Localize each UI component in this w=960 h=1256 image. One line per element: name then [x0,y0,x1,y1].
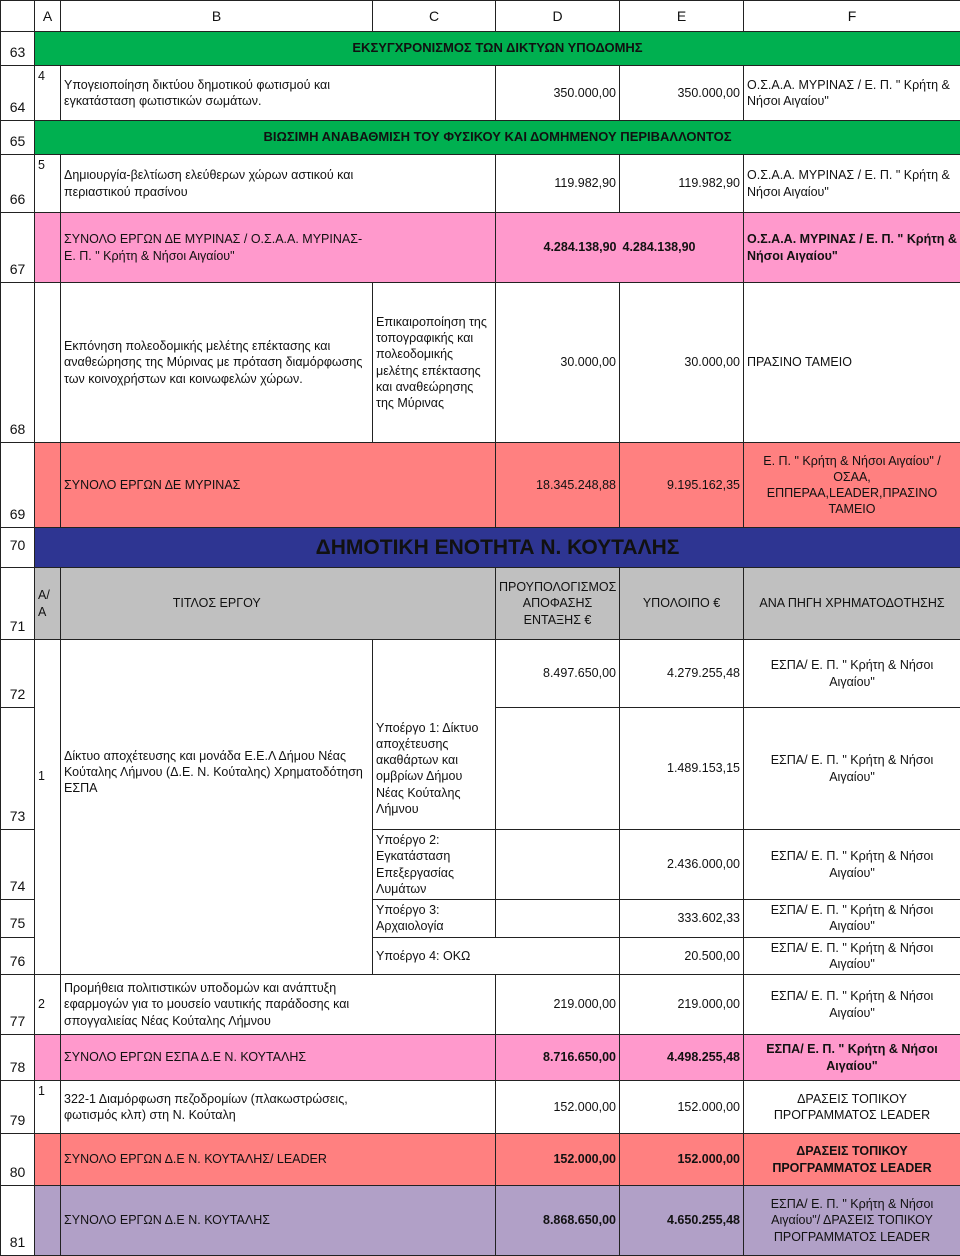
row-header-80[interactable]: 80 [1,1134,35,1186]
row-65 [1,121,960,155]
cell-a64[interactable]: 4 [35,66,61,121]
column-header-c[interactable]: C [373,1,496,32]
row-header-76[interactable]: 76 [1,937,35,975]
cell-c67[interactable] [373,213,496,283]
cell-d72[interactable]: 8.497.650,00 [496,640,620,708]
cell-b81[interactable]: ΣΥΝΟΛΟ ΕΡΓΩΝ Δ.Ε Ν. ΚΟΥΤΑΛΗΣ [61,1186,373,1256]
row-header-65[interactable]: 65 [1,121,35,155]
cell-d68[interactable]: 30.000,00 [496,283,620,443]
row-79 [1,1081,960,1134]
cell-d80[interactable]: 152.000,00 [496,1134,620,1186]
cell-e77[interactable]: 219.000,00 [620,975,744,1035]
cell-b73[interactable]: Δίκτυο αποχέτευσης και μονάδα Ε.Ε.Λ Δήμου Νέας Κούταλης Λήμνου (Δ.Ε. Ν. Κούταλης) Χρηματοδότηση ΕΣΠΑ [61,708,373,830]
cell-f76[interactable]: ΕΣΠΑ/ Ε. Π. " Κρήτη & Νήσοι Αιγαίου" [744,937,960,975]
cell-c68[interactable]: Επικαιροποίηση της τοπογραφικής και πολεοδομικής μελέτης επέκτασης και αναθεώρησης της Μύρινας [373,283,496,443]
row-75 [1,900,960,938]
row-header-75[interactable]: 75 [1,900,35,938]
column-header-row [1,1,960,32]
row-81 [1,1186,960,1256]
cell-c72[interactable] [373,640,496,708]
cell-f67[interactable]: Ο.Σ.Α.Α. ΜΥΡΙΝΑΣ / Ε. Π. " Κρήτη & Νήσοι Αιγαίου" [744,213,960,283]
cell-d64[interactable]: 350.000,00 [496,66,620,121]
row-header-81[interactable]: 81 [1,1186,35,1256]
cell-f78[interactable]: ΕΣΠΑ/ Ε. Π. " Κρήτη & Νήσοι Αιγαίου" [744,1035,960,1081]
row-76 [1,937,960,975]
cell-f73[interactable]: ΕΣΠΑ/ Ε. Π. " Κρήτη & Νήσοι Αιγαίου" [744,708,960,830]
row-header-68[interactable]: 68 [1,283,35,443]
cell-a74[interactable] [35,830,61,900]
row-header-79[interactable]: 79 [1,1081,35,1134]
cell-f69[interactable]: Ε. Π. " Κρήτη & Νήσοι Αιγαίου" / ΟΣΑΑ, ΕΠΠΕΡΑΑ,LEADER,ΠΡΑΣΙΝΟ ΤΑΜΕΙΟ [744,443,960,528]
cell-f75[interactable]: ΕΣΠΑ/ Ε. Π. " Κρήτη & Νήσοι Αιγαίου" [744,900,960,938]
section-banner-infrastructure[interactable]: ΕΚΣΥΓΧΡΟΝΙΣΜΟΣ ΤΩΝ ΔΙΚΤΥΩΝ ΥΠΟΔΟΜΗΣ [35,32,960,66]
cell-c80[interactable] [373,1134,496,1186]
column-header-b[interactable]: B [61,1,373,32]
cell-d77[interactable]: 219.000,00 [496,975,620,1035]
cell-e69[interactable]: 9.195.162,35 [620,443,744,528]
row-64 [1,66,960,121]
cell-e64[interactable]: 350.000,00 [620,66,744,121]
cell-d71[interactable]: ΠΡΟΥΠΟΛΟΓΙΣΜΟΣ ΑΠΟΦΑΣΗΣ ΕΝΤΑΞΗΣ € [496,568,620,640]
cell-e74[interactable]: 2.436.000,00 [620,830,744,900]
cell-e80[interactable]: 152.000,00 [620,1134,744,1186]
cell-c66[interactable] [373,155,496,213]
cell-a71[interactable]: Α/Α [35,568,61,640]
cell-e73[interactable]: 1.489.153,15 [620,708,744,830]
column-header-d[interactable]: D [496,1,620,32]
cell-a78[interactable] [35,1035,61,1081]
cell-a73[interactable]: 1 [35,708,61,830]
row-header-66[interactable]: 66 [1,155,35,213]
cell-b78[interactable]: ΣΥΝΟΛΟ ΕΡΓΩΝ ΕΣΠΑ Δ.Ε Ν. ΚΟΥΤΑΛΗΣ [61,1035,373,1081]
row-71 [1,568,960,640]
cell-d73[interactable] [496,708,620,830]
row-68 [1,283,960,443]
row-80 [1,1134,960,1186]
cell-a69[interactable] [35,443,61,528]
row-66 [1,155,960,213]
cell-d79[interactable]: 152.000,00 [496,1081,620,1134]
row-74 [1,830,960,900]
cell-f81[interactable]: ΕΣΠΑ/ Ε. Π. " Κρήτη & Νήσοι Αιγαίου"/ ΔΡΑΣΕΙΣ ΤΟΠΙΚΟΥ ΠΡΟΓΡΑΜΜΑΤΟΣ LEADER [744,1186,960,1256]
cell-b68[interactable]: Εκπόνηση πολεοδομικής μελέτης επέκτασης και αναθεώρησης της Μύρινας με πρόταση διαμόρφωσης των κοινοχρήστων και κοινωφελών χώρων. [61,283,373,443]
cell-a66[interactable]: 5 [35,155,61,213]
cell-f71[interactable]: ΑΝΑ ΠΗΓΗ ΧΡΗΜΑΤΟΔΟΤΗΣΗΣ [744,568,960,640]
cell-b79[interactable]: 322-1 Διαμόρφωση πεζοδρομίων (πλακωστρώσεις, φωτισμός κλπ) στη Ν. Κούταλη [61,1081,373,1134]
cell-f77[interactable]: ΕΣΠΑ/ Ε. Π. " Κρήτη & Νήσοι Αιγαίου" [744,975,960,1035]
cell-f79[interactable]: ΔΡΑΣΕΙΣ ΤΟΠΙΚΟΥ ΠΡΟΓΡΑΜΜΑΤΟΣ LEADER [744,1081,960,1134]
row-header-67[interactable]: 67 [1,213,35,283]
cell-b64[interactable]: Υπογειοποίηση δικτύου δημοτικού φωτισμού και εγκατάσταση φωτιστικών σωμάτων. [61,66,373,121]
cell-a76[interactable] [35,937,61,975]
cell-d78[interactable]: 8.716.650,00 [496,1035,620,1081]
cell-c79[interactable] [373,1081,496,1134]
cell-f72[interactable]: ΕΣΠΑ/ Ε. Π. " Κρήτη & Νήσοι Αιγαίου" [744,640,960,708]
cell-f68[interactable]: ΠΡΑΣΙΝΟ ΤΑΜΕΙΟ [744,283,960,443]
cell-e76[interactable]: 20.500,00 [620,937,744,975]
cell-a79[interactable]: 1 [35,1081,61,1134]
row-69 [1,443,960,528]
cell-a80[interactable] [35,1134,61,1186]
row-header-69[interactable]: 69 [1,443,35,528]
cell-a68[interactable] [35,283,61,443]
row-header-74[interactable]: 74 [1,830,35,900]
cell-e78[interactable]: 4.498.255,48 [620,1035,744,1081]
row-header-73[interactable]: 73 [1,708,35,830]
row-63 [1,32,960,66]
cell-d66[interactable]: 119.982,90 [496,155,620,213]
cell-e72[interactable]: 4.279.255,48 [620,640,744,708]
cell-d75[interactable] [496,900,620,938]
row-header-70[interactable]: 70 [1,528,35,568]
cell-d81[interactable]: 8.868.650,00 [496,1186,620,1256]
cell-f80[interactable]: ΔΡΑΣΕΙΣ ΤΟΠΙΚΟΥ ΠΡΟΓΡΑΜΜΑΤΟΣ LEADER [744,1134,960,1186]
row-header-63[interactable]: 63 [1,32,35,66]
cell-a81[interactable] [35,1186,61,1256]
cell-e66[interactable]: 119.982,90 [620,155,744,213]
cell-d69[interactable]: 18.345.248,88 [496,443,620,528]
row-67 [1,213,960,283]
cell-c74[interactable]: Υποέργο 2: Εγκατάσταση Επεξεργασίας Λυμάτων [373,830,496,900]
cell-b77[interactable]: Προμήθεια πολιτιστικών υποδομών και ανάπτυξη εφαρμογών για το μουσείο ναυτικής παράδοσης και σπογγαλιείας Νέας Κούταλης Λήμνου [61,975,373,1035]
cell-a75[interactable] [35,900,61,938]
cell-b66[interactable]: Δημιουργία-βελτίωση ελεύθερων χώρων αστικού και περιαστικού πρασίνου [61,155,373,213]
cell-e81[interactable]: 4.650.255,48 [620,1186,744,1256]
section-banner-environment[interactable]: ΒΙΩΣΙΜΗ ΑΝΑΒΑΘΜΙΣΗ ΤΟΥ ΦΥΣΙΚΟΥ ΚΑΙ ΔΟΜΗΜΕΝΟΥ ΠΕΡΙΒΑΛΛΟΝΤΟΣ [35,121,960,155]
cell-b72[interactable] [61,640,373,708]
cell-c64[interactable] [373,66,496,121]
district-title-koutalis[interactable]: ΔΗΜΟΤΙΚΗ ΕΝΟΤΗΤΑ Ν. ΚΟΥΤΑΛΗΣ [35,528,960,568]
cell-d74[interactable] [496,830,620,900]
cell-a67[interactable] [35,213,61,283]
cell-c76[interactable]: Υποέργο 4: ΟΚΩ [373,937,496,975]
column-header-e[interactable]: E [620,1,744,32]
cell-e68[interactable]: 30.000,00 [620,283,744,443]
select-all-corner[interactable] [1,1,35,32]
cell-e71[interactable]: ΥΠΟΛΟΙΠΟ € [620,568,744,640]
cell-f74[interactable]: ΕΣΠΑ/ Ε. Π. " Κρήτη & Νήσοι Αιγαίου" [744,830,960,900]
column-header-a[interactable]: A [35,1,61,32]
cell-c78[interactable] [373,1035,496,1081]
cell-b75[interactable] [61,900,373,938]
cell-b69[interactable]: ΣΥΝΟΛΟ ΕΡΓΩΝ ΔΕ ΜΥΡΙΝΑΣ [61,443,373,528]
cell-c73[interactable]: Υποέργο 1: Δίκτυο αποχέτευσης ακαθάρτων και ομβρίων Δήμου Νέας Κούταλης Λήμνου [373,708,496,830]
cell-f66[interactable]: Ο.Σ.Α.Α. ΜΥΡΙΝΑΣ / Ε. Π. " Κρήτη & Νήσοι Αιγαίου" [744,155,960,213]
cell-d67[interactable]: 4.284.138,90 [496,213,620,283]
row-header-71[interactable]: 71 [1,568,35,640]
cell-d76[interactable] [496,937,620,975]
cell-c77[interactable] [373,975,496,1035]
cell-b76[interactable] [61,937,373,975]
row-header-78[interactable]: 78 [1,1035,35,1081]
column-header-f[interactable]: F [744,1,960,32]
row-header-72[interactable]: 72 [1,640,35,708]
cell-b74[interactable] [61,830,373,900]
row-header-64[interactable]: 64 [1,66,35,121]
row-77 [1,975,960,1035]
cell-b80[interactable]: ΣΥΝΟΛΟ ΕΡΓΩΝ Δ.Ε Ν. ΚΟΥΤΑΛΗΣ/ LEADER [61,1134,373,1186]
cell-a72[interactable] [35,640,61,708]
cell-c69[interactable] [373,443,496,528]
cell-c75[interactable]: Υποέργο 3: Αρχαιολογία [373,900,496,938]
cell-c81[interactable] [373,1186,496,1256]
cell-e75[interactable]: 333.602,33 [620,900,744,938]
row-70 [1,528,960,568]
cell-e79[interactable]: 152.000,00 [620,1081,744,1134]
row-78 [1,1035,960,1081]
cell-b71[interactable]: ΤΙΤΛΟΣ ΕΡΓΟΥ [61,568,373,640]
cell-c71[interactable] [373,568,496,640]
cell-a77[interactable]: 2 [35,975,61,1035]
row-header-77[interactable]: 77 [1,975,35,1035]
cell-e67[interactable]: 4.284.138,90 [620,213,744,283]
cell-b67[interactable]: ΣΥΝΟΛΟ ΕΡΓΩΝ ΔΕ ΜΥΡΙΝΑΣ / Ο.Σ.Α.Α. ΜΥΡΙΝΑΣ- Ε. Π. " Κρήτη & Νήσοι Αιγαίου" [61,213,373,283]
row-73 [1,708,960,830]
row-72 [1,640,960,708]
cell-f64[interactable]: Ο.Σ.Α.Α. ΜΥΡΙΝΑΣ / Ε. Π. " Κρήτη & Νήσοι Αιγαίου" [744,66,960,121]
